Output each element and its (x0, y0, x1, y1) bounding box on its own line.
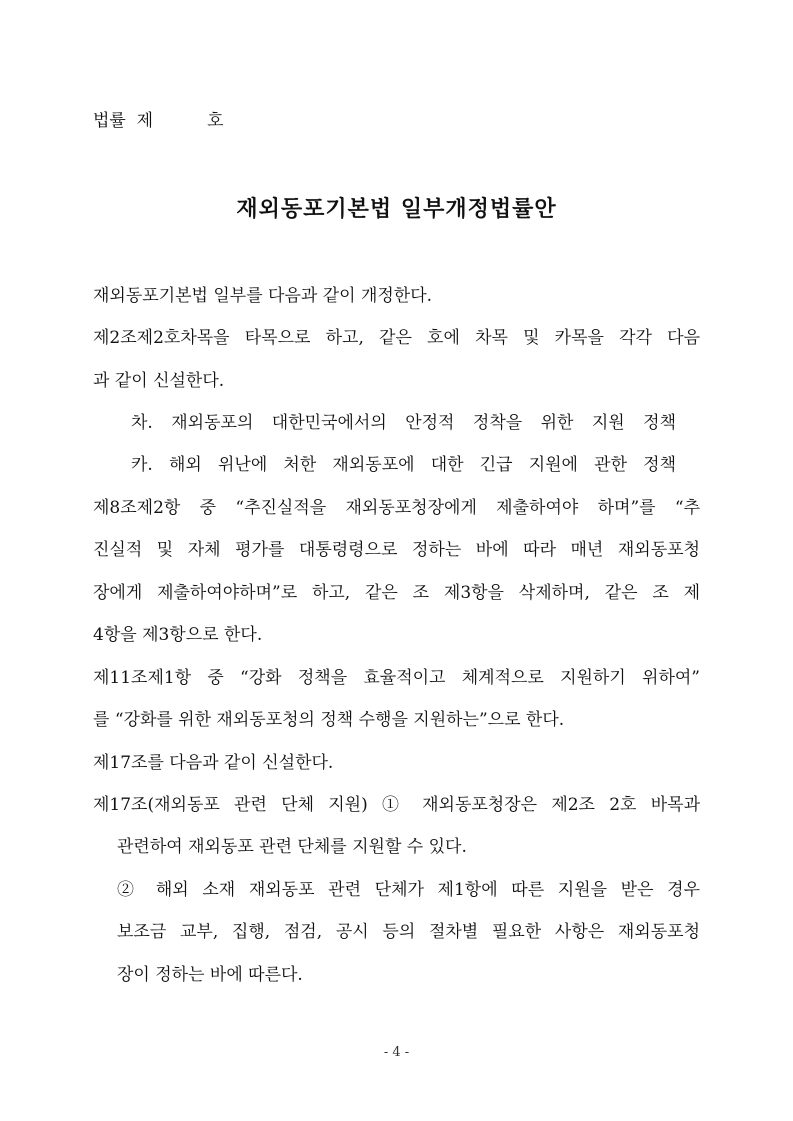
body-line: 장에게 제출하여야하며”로 하고, 같은 조 제3항을 삭제하며, 같은 조 제 (93, 583, 700, 603)
body-line: 관련하여 재외동포 관련 단체를 지원할 수 있다. (117, 837, 467, 857)
article-heading-line: 제17조(재외동포 관련 단체 지원) ① 재외동포청장은 제2조 2호 바목과 (93, 795, 700, 815)
body-line-subitem: 차. 재외동포의 대한민국에서의 안정적 정착을 위한 지원 정책 (131, 413, 676, 433)
page-number: - 4 - (383, 1045, 410, 1060)
body-line: 제2조제2호차목을 타목으로 하고, 같은 호에 차목 및 카목을 각각 다음 (93, 328, 700, 348)
body-line: 제11조제1항 중 “강화 정책을 효율적이고 체계적으로 지원하기 위하여” (93, 668, 700, 688)
body-line: 를 “강화를 위한 재외동포청의 정책 수행을 지원하는”으로 한다. (93, 710, 565, 730)
body-line: 과 같이 신설한다. (93, 371, 225, 391)
body-line-paragraph: ② 해외 소재 재외동포 관련 단체가 제1항에 따른 지원을 받은 경우 (117, 880, 700, 900)
body-line: 장이 정하는 바에 따른다. (117, 965, 303, 985)
law-number-line: 법률 제 호 (93, 111, 224, 131)
body-line: 4항을 제3항으로 한다. (93, 625, 263, 645)
bill-title: 재외동포기본법 일부개정법률안 (236, 196, 557, 222)
body-line: 제8조제2항 중 “추진실적을 재외동포청장에게 제출하여야 하며”를 “추 (93, 498, 700, 518)
body-line: 재외동포기본법 일부를 다음과 같이 개정한다. (93, 286, 433, 306)
body-line: 보조금 교부, 집행, 점검, 공시 등의 절차별 필요한 사항은 재외동포청 (117, 922, 700, 942)
body-line: 제17조를 다음과 같이 신설한다. (93, 753, 334, 773)
body-line: 진실적 및 자체 평가를 대통령령으로 정하는 바에 따라 매년 재외동포청 (93, 540, 700, 560)
body-line-subitem: 카. 해외 위난에 처한 재외동포에 대한 긴급 지원에 관한 정책 (131, 455, 676, 475)
